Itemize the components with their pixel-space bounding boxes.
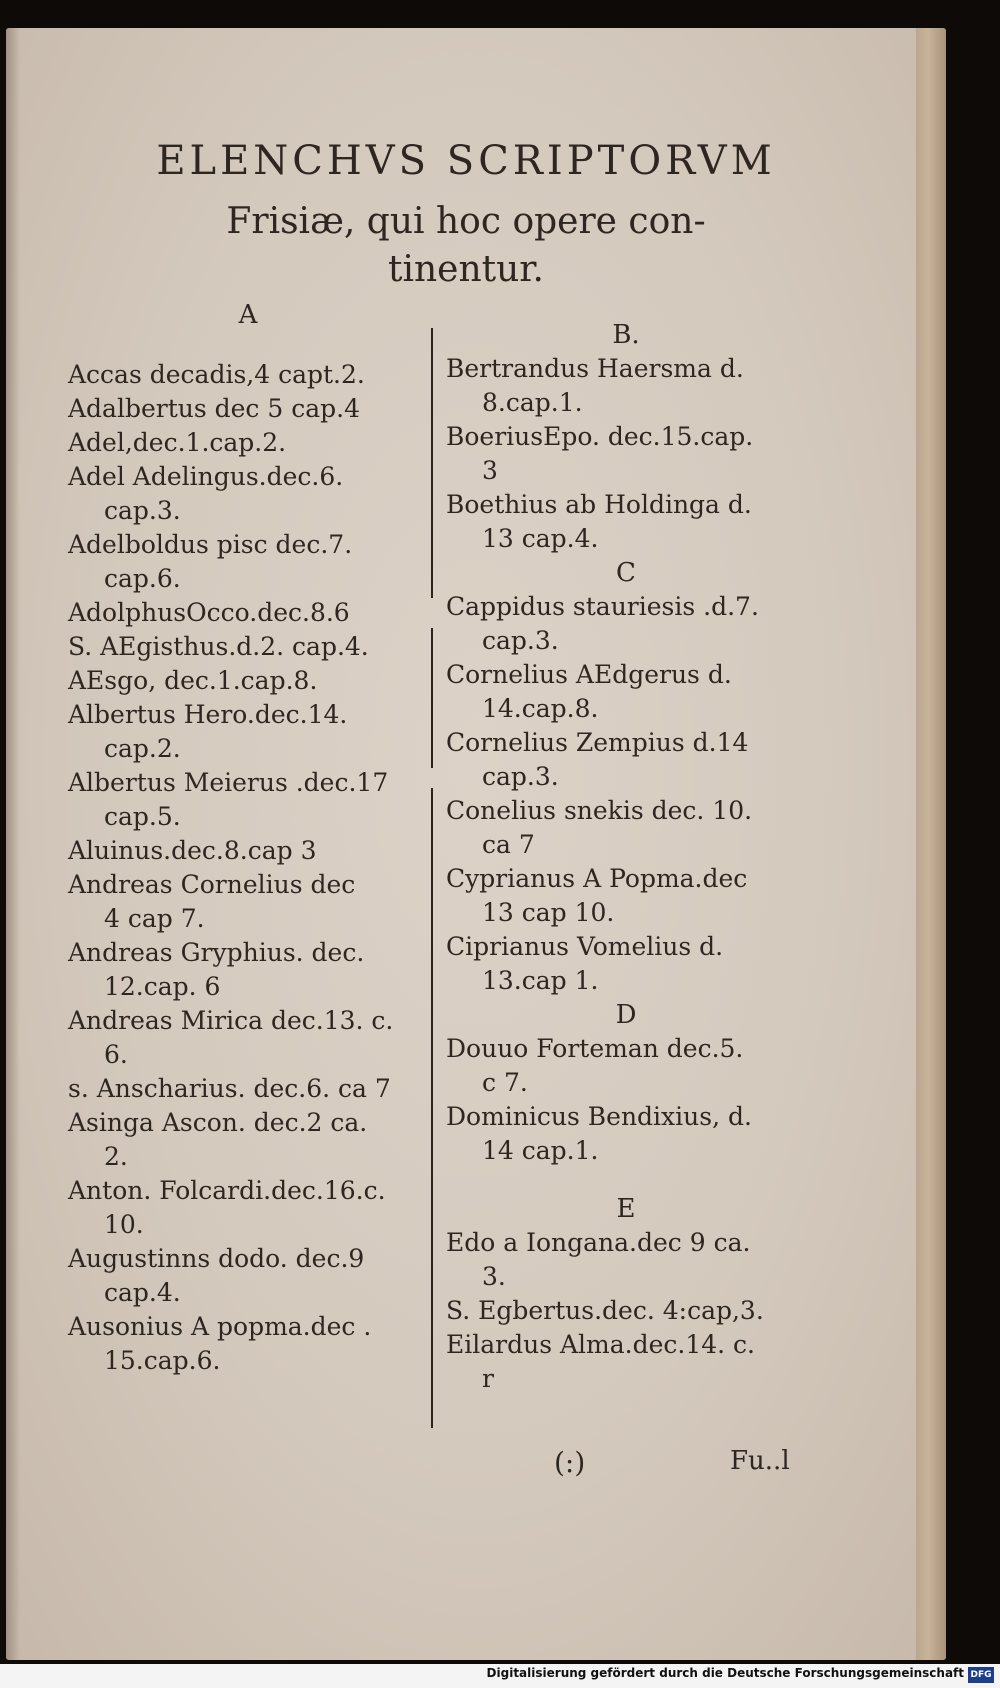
entry-line-2: cap.2. [104,734,181,763]
entry-line-1: s. Anscharius. dec.6. ca 7 [68,1074,391,1103]
subtitle-line-1: Frisiæ, qui hoc opere con- [226,201,706,242]
subtitle-line-2: tinentur. [387,249,544,290]
entry-line-2: 4 cap 7. [104,904,205,933]
entry-line-1: AdolphusOcco.dec.8.6 [68,598,350,627]
footer-credit: Digitalisierung gefördert durch die Deutsche Forschungsgemeinschaft [486,1666,964,1680]
index-entry [446,590,806,658]
page-edge [916,28,946,1660]
entry-line-2: 2. [104,1142,128,1171]
entry-line-2: 13 cap 10. [482,898,615,927]
section-letter: E [616,1194,636,1224]
entry-line-1: Cornelius Zempius d.14 [446,728,749,757]
entry-line-2: 14.cap.8. [482,694,599,723]
entry-line-1: Andreas Mirica dec.13. c. [68,1006,394,1035]
entry-line-1: Adelboldus pisc dec.7. [68,530,353,559]
entry-line-1: Cyprianus A Popma.dec [446,864,748,893]
entry-line-1: Boethius ab Holdinga d. [446,490,752,519]
index-entry [446,930,806,998]
entry-line-2: ca 7 [482,830,535,859]
entry-line-1: AEsgo, dec.1.cap.8. [68,666,318,695]
left-column [68,298,428,1378]
page-title: ELENCHVS SCRIPTORVM [156,138,776,184]
entry-line-2: cap.3. [104,496,181,525]
entry-line-2: 6. [104,1040,128,1069]
index-entry [68,392,428,426]
index-entry [446,1100,806,1168]
section-letter: A [238,300,258,330]
index-entry [446,862,806,930]
entry-line-1: Andreas Cornelius dec [68,870,356,899]
entry-line-2: 10. [104,1210,144,1239]
entry-line-2: 8.cap.1. [482,388,583,417]
entry-line-2: r [482,1364,494,1393]
dfg-logo: DFG [968,1667,994,1683]
entry-line-1: Andreas Gryphius. dec. [68,938,365,967]
footer-bar [0,1664,1000,1688]
entry-line-2: cap.3. [482,626,559,655]
entry-line-1: BoeriusEpo. dec.15.cap. [446,422,754,451]
entry-line-1: Albertus Hero.dec.14. [68,700,348,729]
index-entry [68,1174,428,1242]
entry-line-2: 14 cap.1. [482,1136,599,1165]
entry-line-2: 15.cap.6. [104,1346,221,1375]
index-entry [68,460,428,528]
entry-line-1: Albertus Meierus .dec.17 [68,768,389,797]
entry-line-2: 3 [482,456,498,485]
entry-line-1: Augustinns dodo. dec.9 [68,1244,365,1273]
index-entry [446,1226,806,1294]
entry-line-1: Douuo Forteman dec.5. [446,1034,744,1063]
index-entry [446,352,806,420]
entry-line-1: Bertrandus Haersma d. [446,354,744,383]
entry-line-1: Anton. Folcardi.dec.16.c. [68,1176,386,1205]
index-entry [68,868,428,936]
index-entry [446,1032,806,1100]
entry-line-1: Ausonius A popma.dec . [68,1312,372,1341]
entry-line-1: S. Egbertus.dec. 4:cap,3. [446,1296,764,1325]
index-entry [68,1310,428,1378]
entry-line-2: cap.5. [104,802,181,831]
entry-line-2: 3. [482,1262,506,1291]
entry-line-2: 13.cap 1. [482,966,599,995]
folio-signature: (:) [554,1446,586,1479]
column-rule [431,328,433,598]
section-letter: D [615,1000,637,1030]
index-entry [68,1004,428,1072]
index-entry [68,528,428,596]
entry-line-1: Adalbertus dec 5 cap.4 [68,394,360,423]
index-entry [446,1294,806,1328]
entry-line-2: cap.4. [104,1278,181,1307]
entry-line-1: Cappidus stauriesis .d.7. [446,592,759,621]
index-entry [68,1106,428,1174]
entry-line-1: Edo a Iongana.dec 9 ca. [446,1228,751,1257]
index-entry [68,936,428,1004]
entry-line-2: 12.cap. 6 [104,972,221,1001]
entry-line-2: cap.3. [482,762,559,791]
index-entry [68,834,428,868]
index-entry [446,794,806,862]
entry-line-1: Eilardus Alma.dec.14. c. [446,1330,755,1359]
entry-line-1: Adel Adelingus.dec.6. [68,462,344,491]
book-page [6,28,946,1660]
index-entry [68,630,428,664]
index-entry [446,726,806,794]
entry-line-1: Dominicus Bendixius, d. [446,1102,752,1131]
index-entry [446,658,806,726]
index-entry [68,664,428,698]
index-entry [68,1242,428,1310]
page-subtitle [156,198,776,294]
entry-line-1: S. AEgisthus.d.2. cap.4. [68,632,369,661]
index-entry [68,698,428,766]
index-entry [68,1072,428,1106]
index-entry [68,358,428,392]
entry-line-2: cap.6. [104,564,181,593]
column-rule [431,788,433,1428]
entry-line-1: Ciprianus Vomelius d. [446,932,724,961]
index-entry [446,1328,806,1396]
entry-line-1: Aluinus.dec.8.cap 3 [68,836,317,865]
index-entry [446,420,806,488]
section-letter: B. [612,320,640,350]
entry-line-1: Conelius snekis dec. 10. [446,796,753,825]
column-rule [431,628,433,768]
page-gutter-shadow [6,28,20,1660]
entry-line-1: Asinga Ascon. dec.2 ca. [68,1108,368,1137]
index-entry [68,426,428,460]
index-entry [446,488,806,556]
entry-line-1: Accas decadis,4 capt.2. [68,360,365,389]
entry-line-1: Adel,dec.1.cap.2. [68,428,287,457]
index-entry [68,596,428,630]
entry-line-2: c 7. [482,1068,528,1097]
index-entry [68,766,428,834]
right-column [446,318,806,1396]
entry-line-1: Cornelius AEdgerus d. [446,660,732,689]
section-letter: C [616,558,636,588]
catchword: Fu..l [730,1446,790,1476]
entry-line-2: 13 cap.4. [482,524,599,553]
